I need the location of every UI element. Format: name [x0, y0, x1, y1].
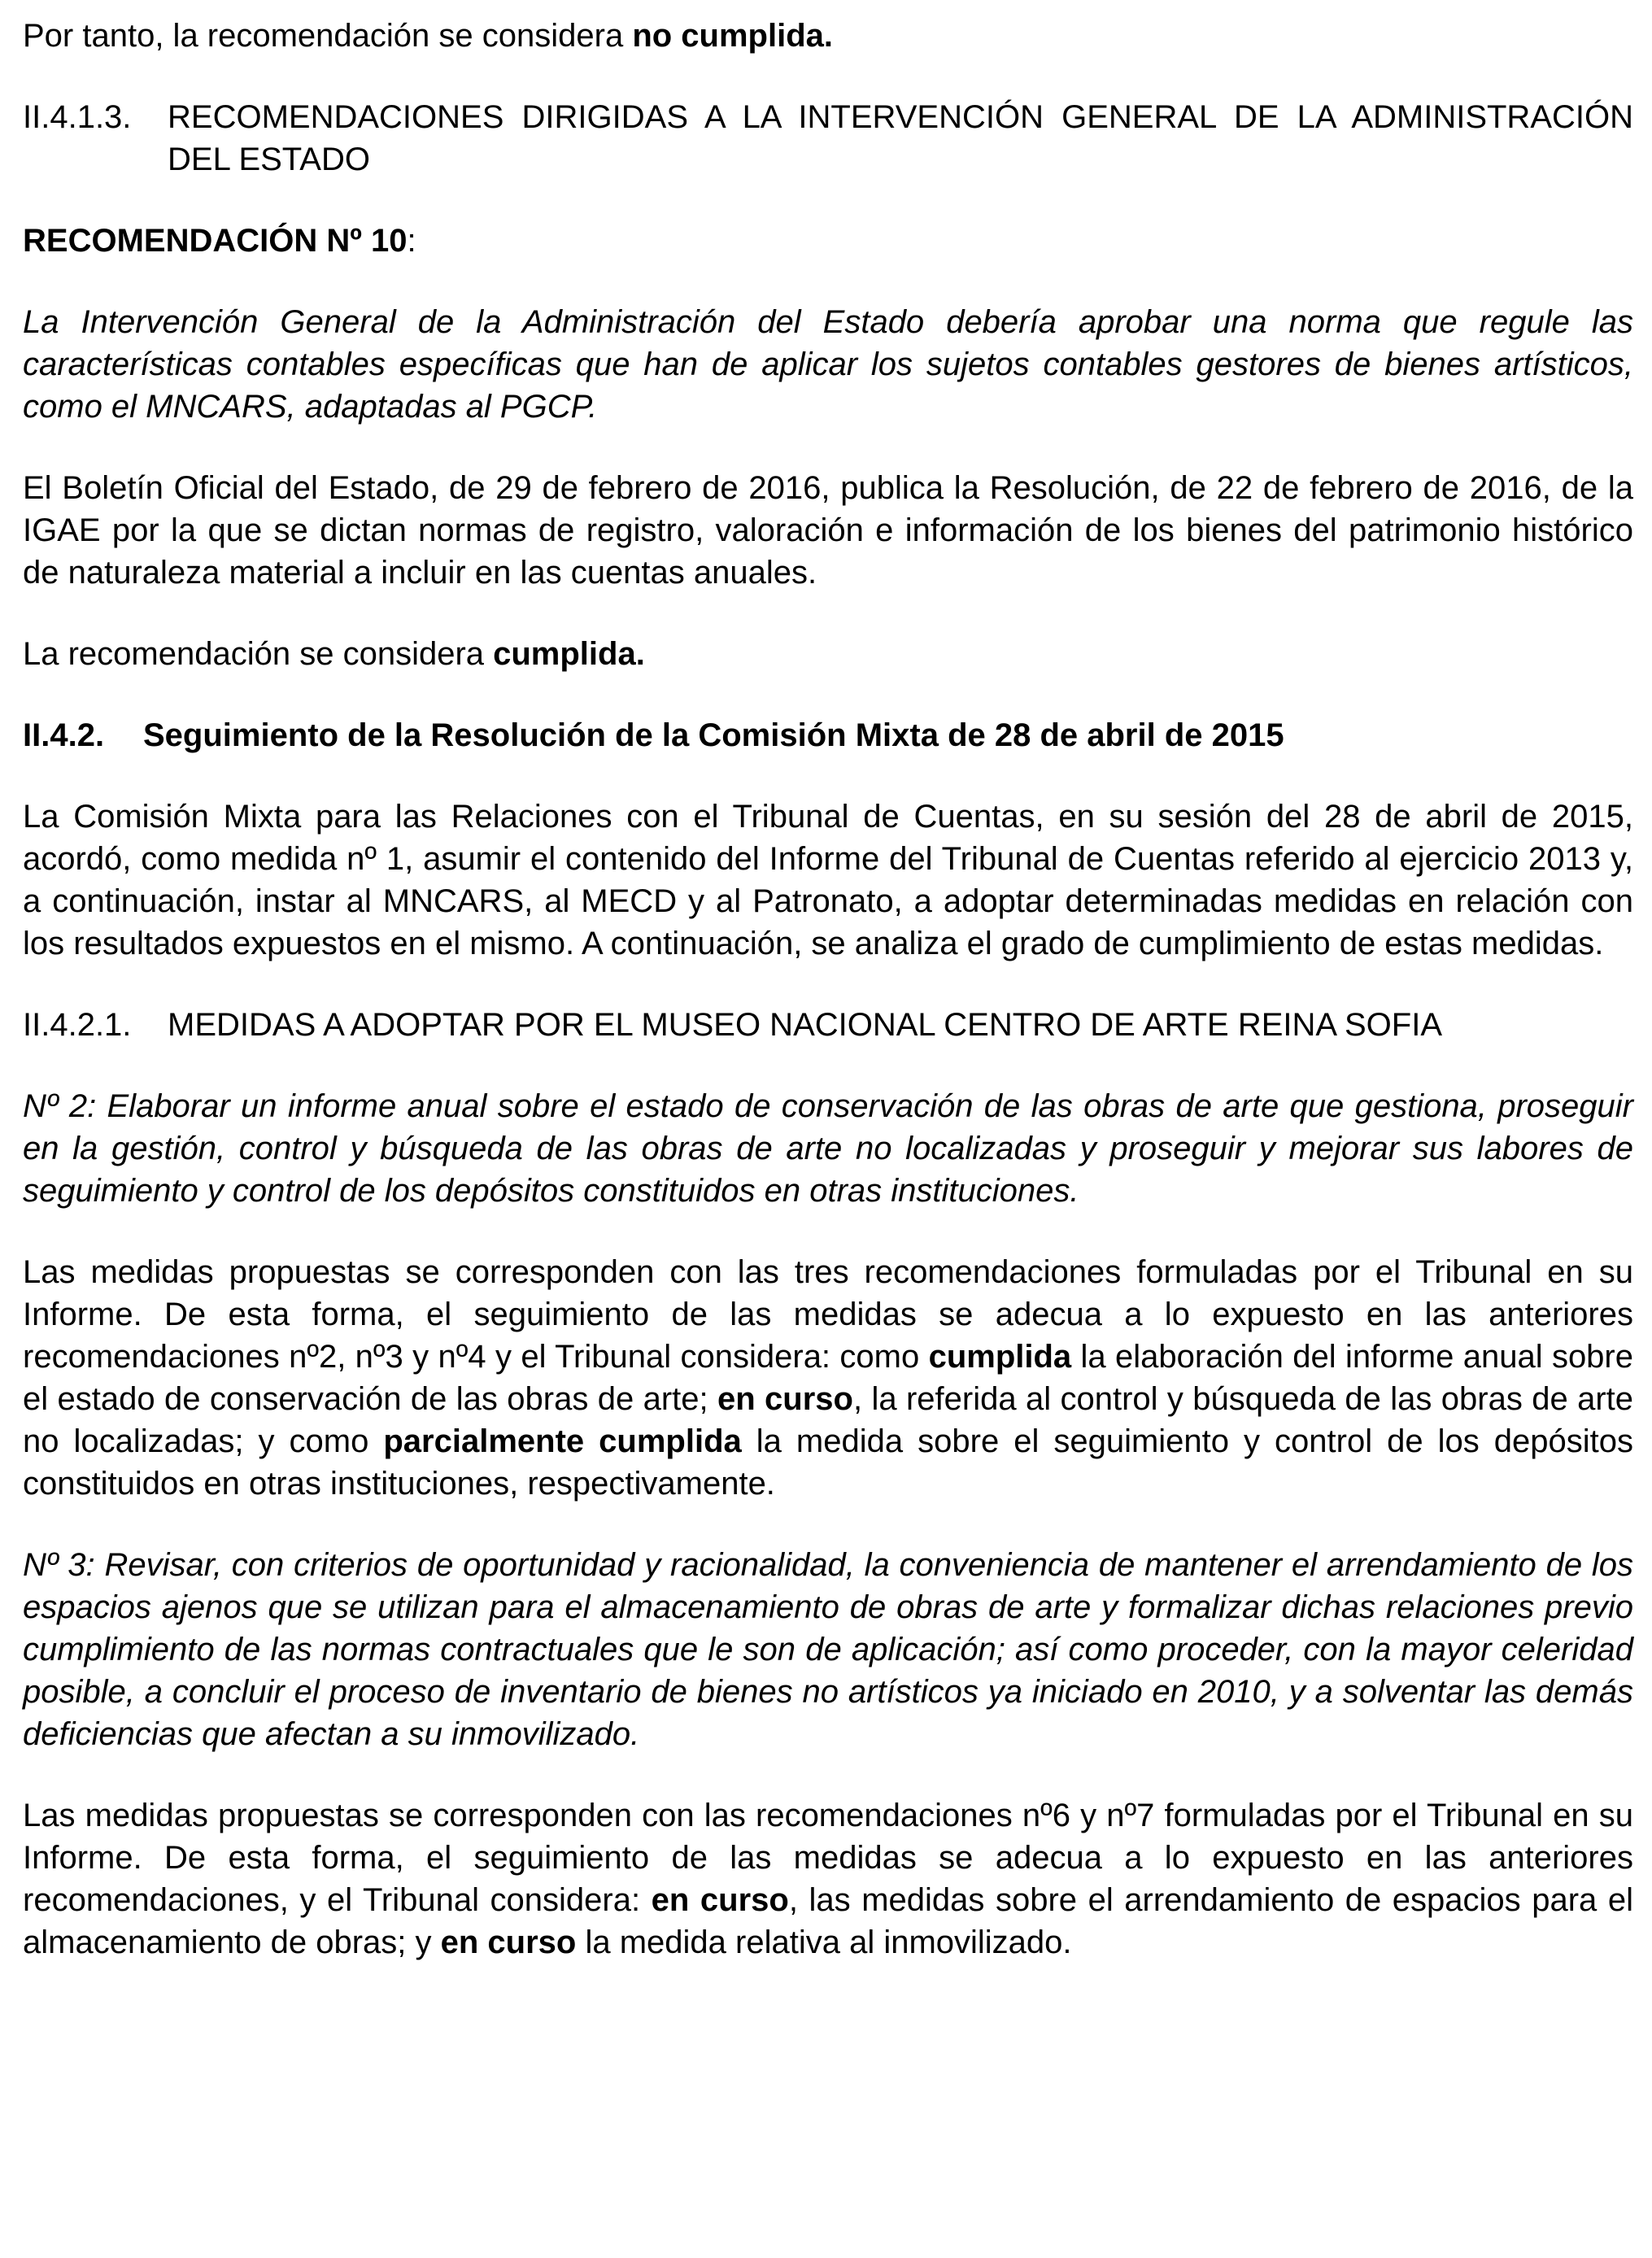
status-en-curso: en curso	[651, 1882, 789, 1918]
section-heading-ii-4-1-3	[23, 96, 1633, 181]
recommendation-heading: RECOMENDACIÓN Nº 10:	[23, 223, 416, 259]
section-title: Seguimiento de la Resolución de la Comisión Mixta de 28 de abril de 2015	[143, 717, 1284, 753]
status-cumplida: cumplida	[928, 1339, 1072, 1375]
conclusion-paragraph-2: La recomendación se considera cumplida.	[23, 636, 645, 672]
recommendation-text: La Intervención General de la Administración del Estado debería aprobar una norma que regule las características contables específicas que han de aplicar los sujetos contables gestores de bienes artísticos, como el MNCARS, adaptadas al PGCP.	[23, 304, 1633, 425]
status-no-cumplida: no cumplida.	[632, 18, 834, 54]
section-title: MEDIDAS A ADOPTAR POR EL MUSEO NACIONAL CENTRO DE ARTE REINA SOFIA	[168, 1007, 1443, 1043]
comision-paragraph: La Comisión Mixta para las Relaciones con el Tribunal de Cuentas, en su sesión del 28 de abril de 2015, acordó, como medida nº 1, asumir el contenido del Informe del Tribunal de Cuentas referido al ejercicio 2013 y, a continuación, instar al MNCARS, al MECD y al Patronato, a adoptar determinadas medidas en relación con los resultados expuestos en el mismo. A continuación, se analiza el grado de cumplimiento de estas medidas.	[23, 799, 1633, 961]
medida-3-assessment: Las medidas propuestas se corresponden con las recomendaciones nº6 y nº7 formuladas por el Tribunal en su Informe. De esta forma, el seguimiento de las medidas se adecua a lo expuesto en las anteriores recomendaciones, y el Tribunal considera: en curso, las medidas sobre el arrendamiento de espacios para el almacenamiento de obras; y en curso la medida relativa al inmovilizado.	[23, 1798, 1633, 1960]
medida-3-text: Nº 3: Revisar, con criterios de oportunidad y racionalidad, la conveniencia de mantener el arrendamiento de los espacios ajenos que se utilizan para el almacenamiento de obras de arte y formalizar dichas relaciones previo cumplimiento de las normas contractuales que le son de aplicación; así como proceder, con la mayor celeridad posible, a concluir el proceso de inventario de bienes no artísticos ya iniciado en 2010, y a solventar las demás deficiencias que afectan a su inmovilizado.	[23, 1547, 1633, 1752]
section-heading-ii-4-2-1	[23, 1004, 1633, 1046]
status-cumplida: cumplida.	[493, 636, 645, 672]
boe-paragraph: El Boletín Oficial del Estado, de 29 de febrero de 2016, publica la Resolución, de 22 de febrero de 2016, de la IGAE por la que se dictan normas de registro, valoración e información de los bienes del patrimonio histórico de naturaleza material a incluir en las cuentas anuales.	[23, 470, 1633, 591]
section-number: II.4.2.	[23, 717, 105, 753]
document-page	[23, 15, 1633, 1964]
status-parcialmente-cumplida: parcialmente cumplida	[383, 1423, 742, 1459]
section-number: II.4.1.3.	[23, 99, 132, 135]
section-title: RECOMENDACIONES DIRIGIDAS A LA INTERVENCIÓN GENERAL DE LA ADMINISTRACIÓN DEL ESTADO	[168, 99, 1633, 177]
medida-2-assessment: Las medidas propuestas se corresponden con las tres recomendaciones formuladas por el Tribunal en su Informe. De esta forma, el seguimiento de las medidas se adecua a lo expuesto en las anteriores recomendaciones nº2, nº3 y nº4 y el Tribunal considera: como cumplida la elaboración del informe anual sobre el estado de conservación de las obras de arte; en curso, la referida al control y búsqueda de las obras de arte no localizadas; y como parcialmente cumplida la medida sobre el seguimiento y control de los depósitos constituidos en otras instituciones, respectivamente.	[23, 1254, 1634, 1502]
section-heading-ii-4-2	[23, 714, 1633, 756]
status-en-curso: en curso	[717, 1381, 853, 1417]
conclusion-paragraph-1: Por tanto, la recomendación se considera no cumplida.	[23, 18, 834, 54]
section-number: II.4.2.1.	[23, 1007, 132, 1043]
status-en-curso: en curso	[440, 1925, 577, 1960]
medida-2-text: Nº 2: Elaborar un informe anual sobre el estado de conservación de las obras de arte que gestiona, proseguir en la gestión, control y búsqueda de las obras de arte no localizadas y proseguir y mejorar sus labores de seguimiento y control de los depósitos constituidos en otras instituciones.	[23, 1088, 1633, 1209]
